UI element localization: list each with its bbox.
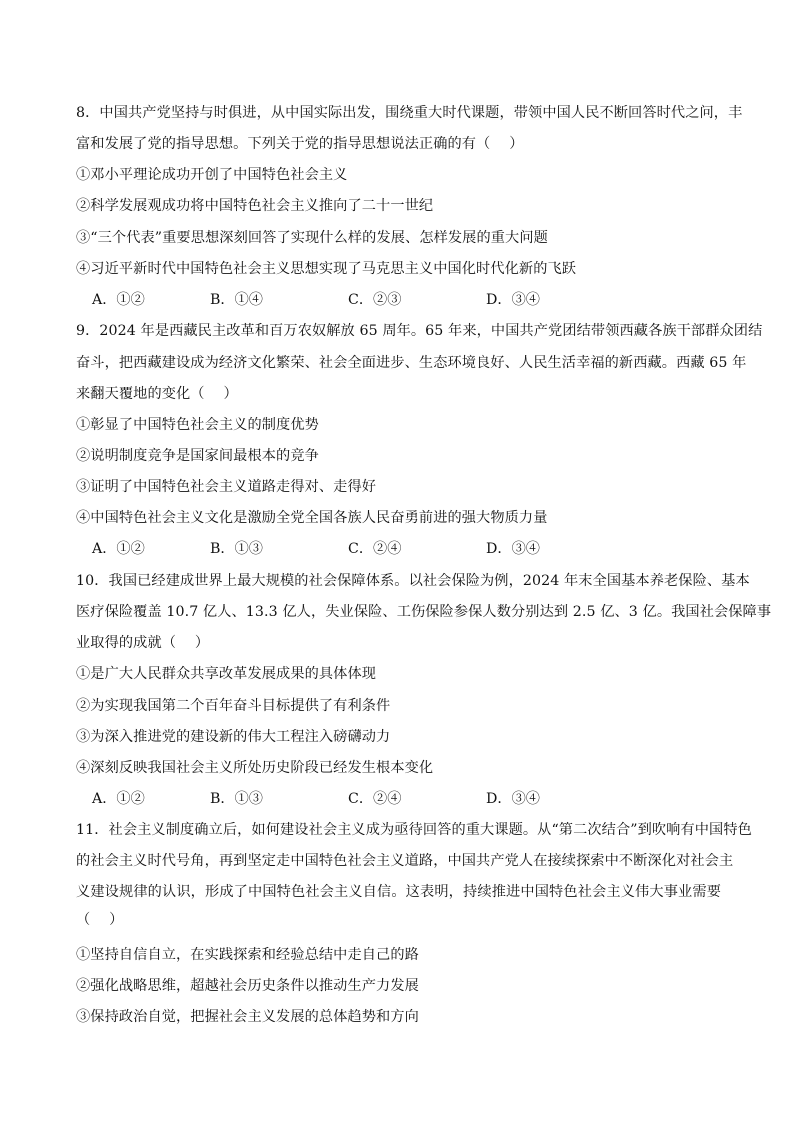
q11-stem-line-2: 的社会主义时代号角，再到坚定走中国特色社会主义道路，中国共产党人在接续探索中不断深化对社会主: [76, 853, 734, 869]
q8-option-c: C．②③: [348, 292, 402, 308]
q8-option-b: B．①④: [210, 292, 263, 308]
q10-option-a: A．①②: [92, 791, 145, 807]
q9-stem-line-2: 奋斗，把西藏建设成为经济文化繁荣、社会全面进步、生态环境良好、人民生活幸福的新西藏。西藏 65 年: [76, 355, 747, 371]
q9-statement-3: ③证明了中国特色社会主义道路走得对、走得好: [76, 479, 377, 495]
q8-statement-1: ①邓小平理论成功开创了中国特色社会主义: [76, 167, 348, 183]
q8-stem-line-1: 8．中国共产党坚持与时俱进，从中国实际出发，围绕重大时代课题，带领中国人民不断回答时代之问，丰: [76, 105, 743, 121]
q10-option-b: B．①③: [210, 791, 263, 807]
q8-statement-3: ③“三个代表”重要思想深刻回答了实现什么样的发展、怎样发展的重大问题: [76, 230, 548, 246]
q9-statement-4: ④中国特色社会主义文化是激励全党全国各族人民奋勇前进的强大物质力量: [76, 510, 548, 526]
q8-statement-4: ④习近平新时代中国特色社会主义思想实现了马克思主义中国化时代化新的飞跃: [76, 261, 577, 277]
q8-stem-line-2: 富和发展了党的指导思想。下列关于党的指导思想说法正确的有（ ）: [76, 136, 524, 152]
q10-option-c: C．②④: [348, 791, 402, 807]
q9-statement-2: ②说明制度竞争是国家间最根本的竞争: [76, 448, 319, 464]
q11-stem-line-1: 11．社会主义制度确立后，如何建设社会主义成为亟待回答的重大课题。从“第二次结合”到吹响有中国特色: [76, 822, 752, 838]
q10-statement-1: ①是广大人民群众共享改革发展成果的具体体现: [76, 666, 377, 682]
q10-statement-2: ②为实现我国第二个百年奋斗目标提供了有利条件: [76, 698, 391, 714]
q10-statement-4: ④深刻反映我国社会主义所处历史阶段已经发生根本变化: [76, 760, 434, 776]
q10-option-d: D．③④: [486, 791, 540, 807]
q9-option-b: B．①③: [210, 541, 263, 557]
q9-option-a: A．①②: [92, 541, 145, 557]
q10-stem-line-1: 10．我国已经建成世界上最大规模的社会保障体系。以社会保险为例，2024 年末全国基本养老保险、基本: [76, 573, 750, 589]
q8-statement-2: ②科学发展观成功将中国特色社会主义推向了二十一世纪: [76, 198, 434, 214]
q9-statement-1: ①彰显了中国特色社会主义的制度优势: [76, 417, 319, 433]
q8-option-a: A．①②: [92, 292, 145, 308]
q11-statement-2: ②强化战略思维，超越社会历史条件以推动生产力发展: [76, 978, 419, 994]
q10-stem-line-3: 业取得的成就（ ）: [76, 635, 210, 651]
q11-statement-3: ③保持政治自觉，把握社会主义发展的总体趋势和方向: [76, 1009, 419, 1025]
q11-stem-line-3: 义建设规律的认识，形成了中国特色社会主义自信。这表明，持续推进中国特色社会主义伟大事业需要: [76, 884, 721, 900]
q8-option-d: D．③④: [486, 292, 540, 308]
q11-stem-line-4: （ ）: [76, 912, 124, 928]
q9-stem-line-3: 来翻天覆地的变化（ ）: [76, 386, 238, 402]
q11-statement-1: ①坚持自信自立，在实践探索和经验总结中走自己的路: [76, 947, 419, 963]
q9-stem-line-1: 9．2024 年是西藏民主改革和百万农奴解放 65 周年。65 年来，中国共产党团结带领西藏各族干部群众团结: [76, 323, 763, 339]
q10-stem-line-2: 医疗保险覆盖 10.7 亿人、13.3 亿人，失业保险、工伤保险参保人数分别达到 2.5 亿、3 亿。我国社会保障事: [76, 604, 772, 620]
q9-option-d: D．③④: [486, 541, 540, 557]
q10-statement-3: ③为深入推进党的建设新的伟大工程注入磅礴动力: [76, 729, 391, 745]
q9-option-c: C．②④: [348, 541, 402, 557]
